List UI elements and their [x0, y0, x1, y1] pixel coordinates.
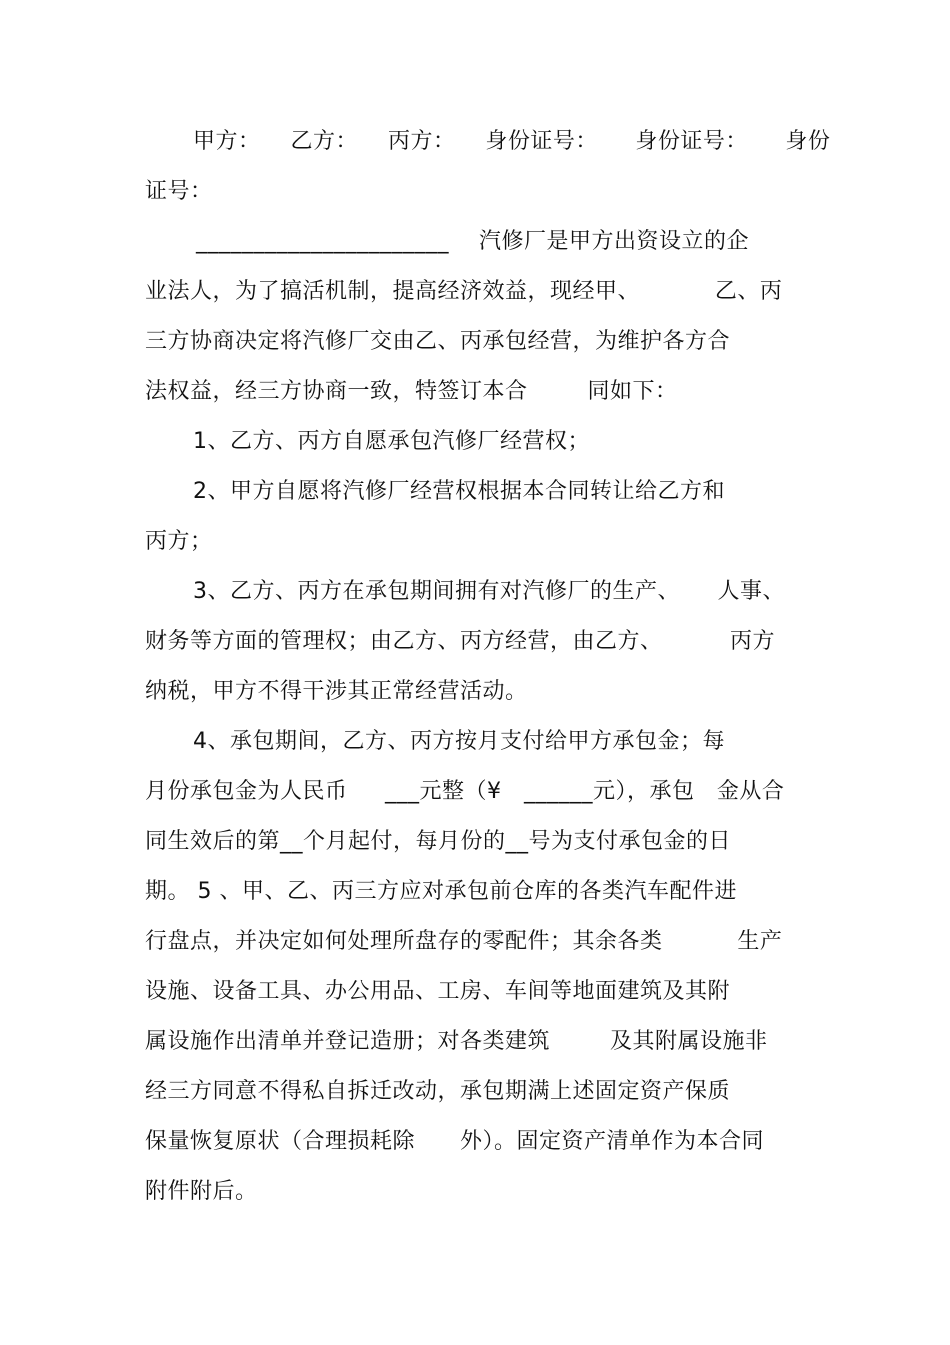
text-line-20: 经三方同意不得私自拆迁改动，承包期满上述固定资产保质: [145, 1079, 731, 1104]
text-line-15: 同生效后的第__个月起付，每月份的__号为支付承包金的日: [145, 829, 732, 854]
text-line-16: 期。 5 、甲、乙、丙三方应对承包前仓库的各类汽车配件进: [145, 879, 737, 904]
text-line-7: 1、乙方、丙方自愿承包汽修厂经营权；: [193, 429, 590, 454]
text-line-21: 保量恢复原状（合理损耗除 外）。固定资产清单作为本合同: [145, 1129, 764, 1154]
text-line-19: 属设施作出清单并登记造册；对各类建筑 及其附属设施非: [145, 1029, 768, 1054]
text-line-1: 甲方： 乙方： 丙方： 身份证号： 身份证号： 身份: [193, 129, 831, 154]
text-line-8: 2、甲方自愿将汽修厂经营权根据本合同转让给乙方和: [193, 479, 725, 504]
text-line-18: 设施、设备工具、办公用品、工房、车间等地面建筑及其附: [145, 979, 731, 1004]
text-line-3: ______________________ 汽修厂是甲方出资设立的企: [196, 229, 749, 254]
text-line-11: 财务等方面的管理权；由乙方、丙方经营，由乙方、 丙方: [145, 629, 775, 654]
text-line-13: 4、承包期间，乙方、丙方按月支付给甲方承包金；每: [193, 729, 725, 754]
text-line-10: 3、乙方、丙方在承包期间拥有对汽修厂的生产、 人事、: [193, 579, 785, 604]
text-line-5: 三方协商决定将汽修厂交由乙、丙承包经营，为维护各方合: [145, 329, 731, 354]
text-line-2: 证号：: [145, 179, 213, 204]
text-line-4: 业法人，为了搞活机制，提高经济效益，现经甲、 乙、丙: [145, 279, 783, 304]
text-line-14: 月份承包金为人民币 ___元整（¥ ______元），承包 金从合: [145, 779, 785, 804]
text-line-17: 行盘点，并决定如何处理所盘存的零配件；其余各类 生产: [145, 929, 783, 954]
text-line-22: 附件附后。: [145, 1179, 258, 1204]
text-line-9: 丙方；: [145, 529, 213, 554]
text-line-12: 纳税，甲方不得干涉其正常经营活动。: [145, 679, 528, 704]
text-line-6: 法权益，经三方协商一致，特签订本合 同如下：: [145, 379, 678, 404]
